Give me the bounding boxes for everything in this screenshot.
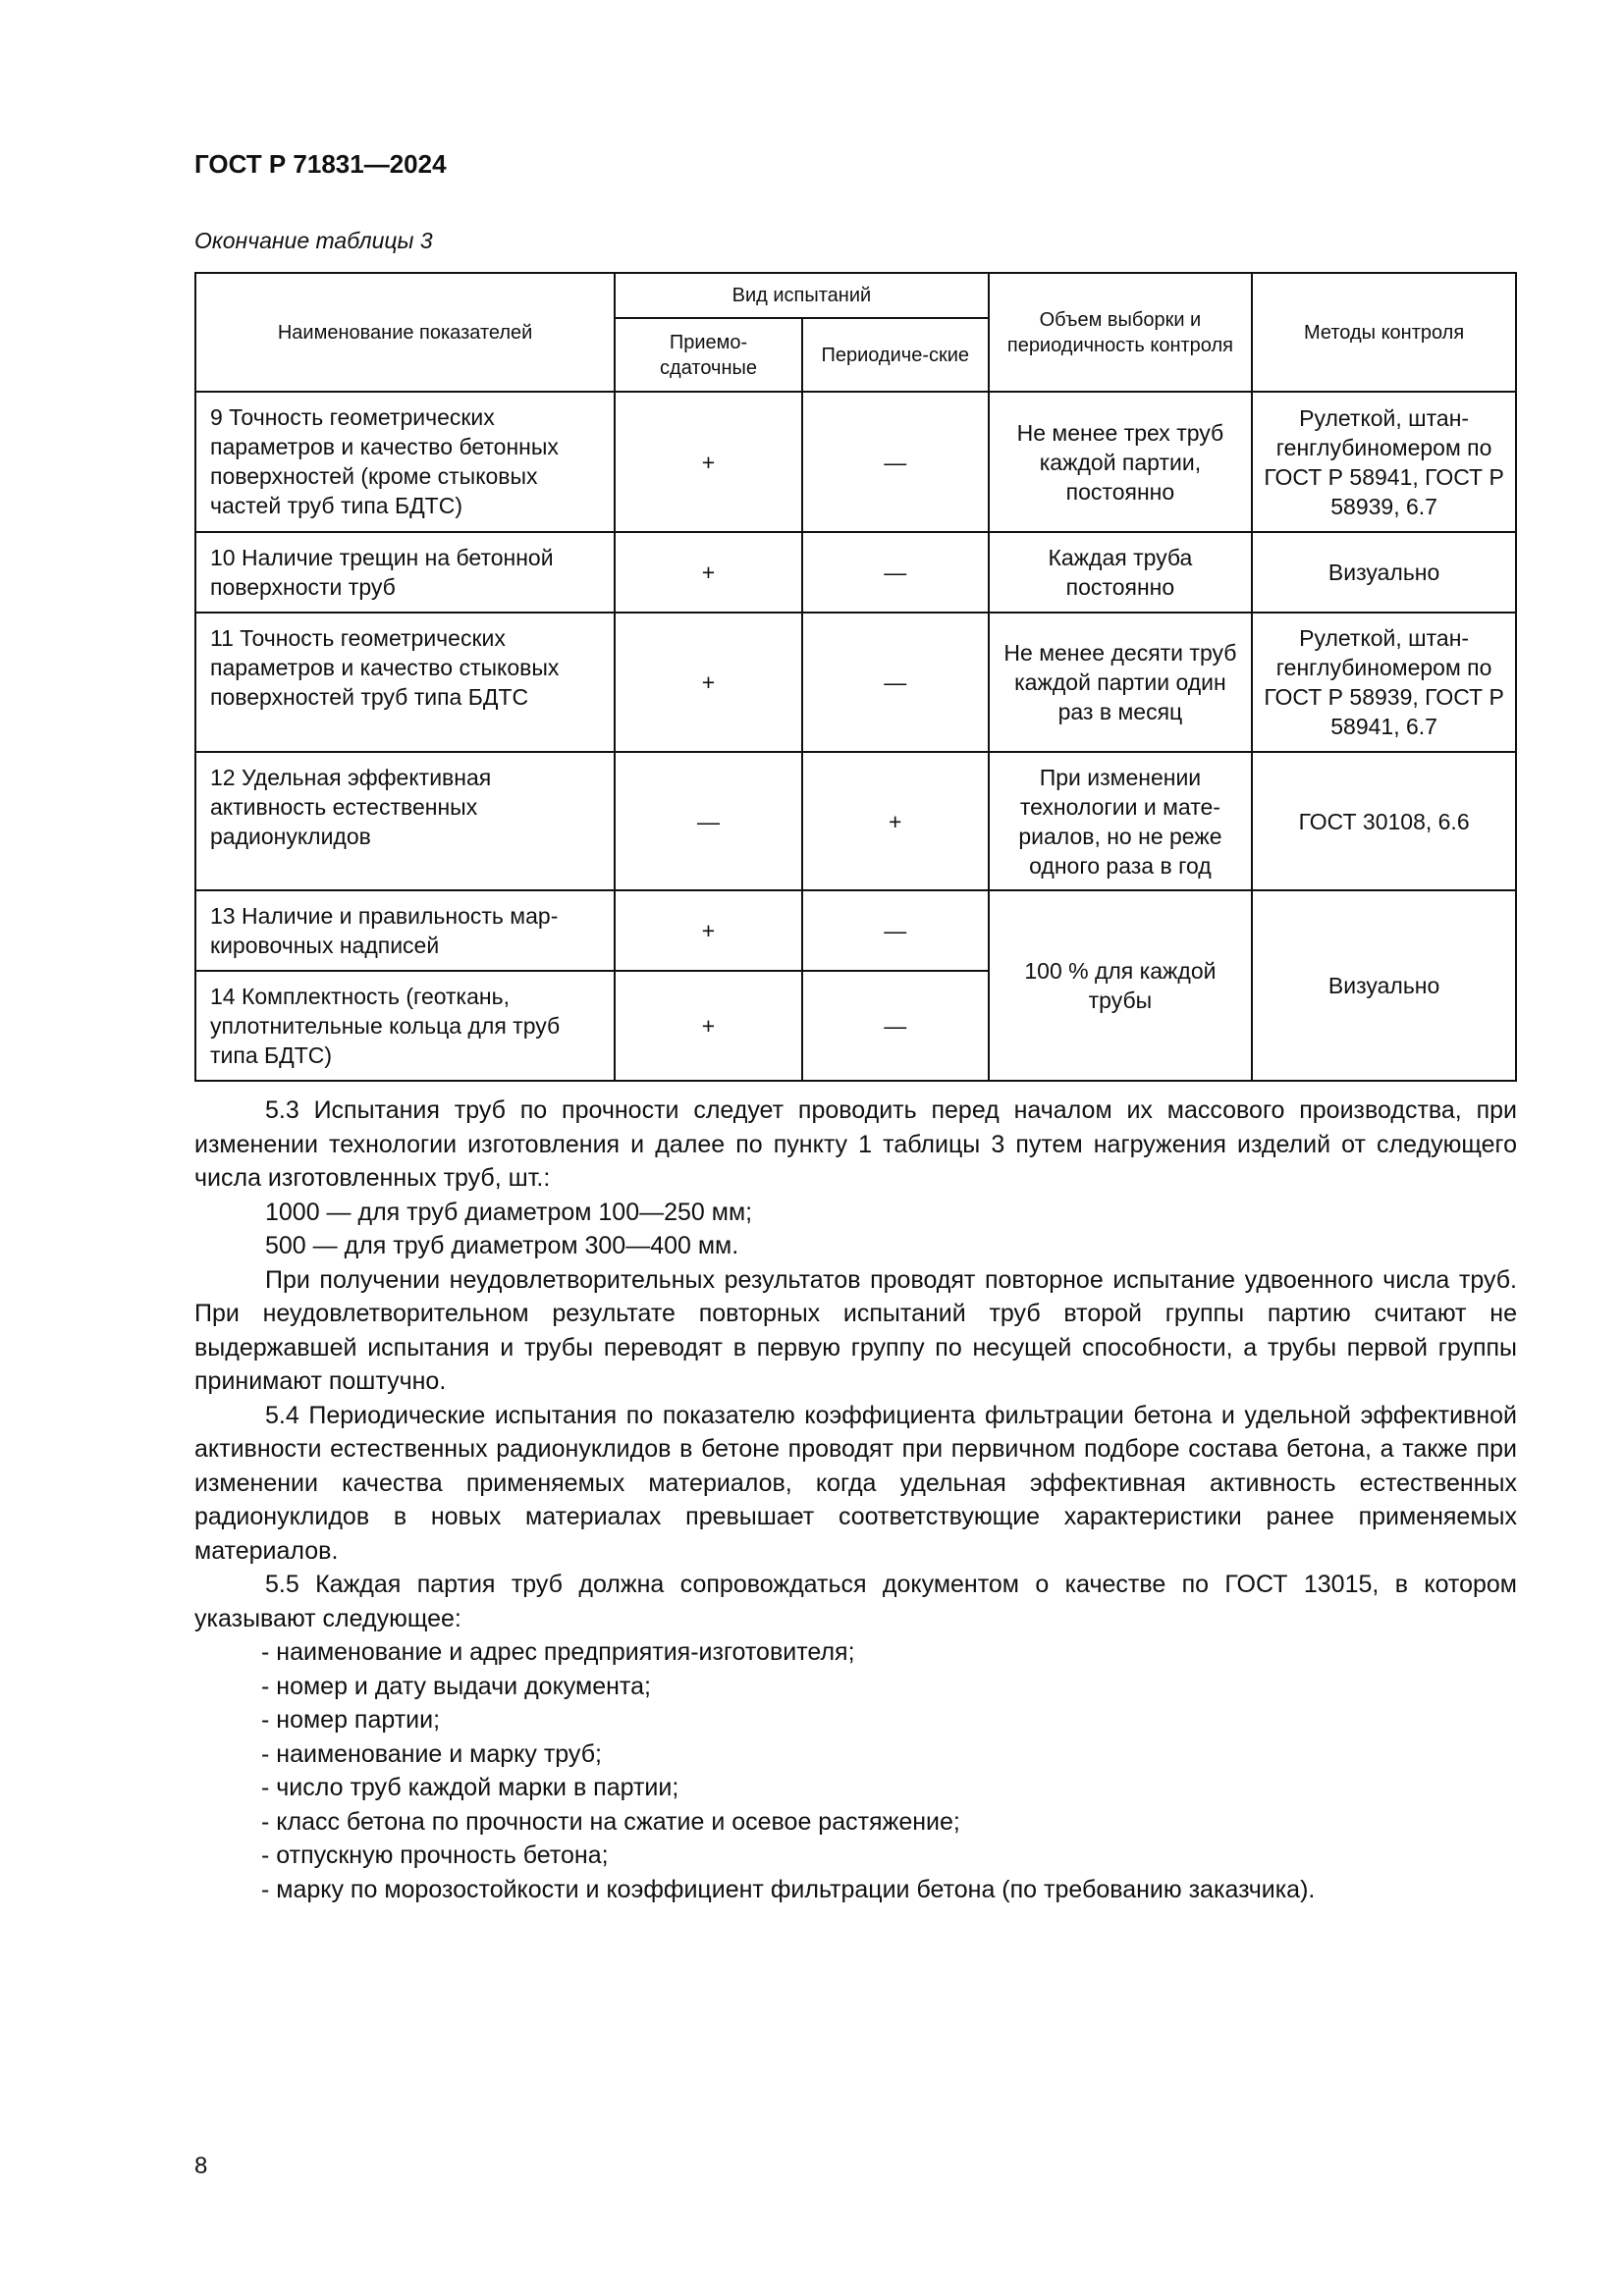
list-item: - класс бетона по прочности на сжатие и осевое растяжение; (261, 1807, 960, 1836)
header-acceptance: Приемо-сдаточные (615, 318, 802, 392)
header-methods: Методы контроля (1252, 273, 1516, 392)
table-3 (194, 272, 1517, 1082)
cell-name: 9 Точность геометрических параметров и качество бетонных поверхностей (кроме стыковых частей труб типа БДТС) (195, 392, 615, 532)
cell-sample: Не менее трех труб каждой партии, постоянно (989, 392, 1253, 532)
cell-periodic: — (802, 392, 989, 532)
table-row (195, 532, 1516, 613)
cell-name: 14 Комплектность (геоткань, уплотнительные кольца для труб типа БДТС) (195, 971, 615, 1081)
list-item: - номер партии; (261, 1706, 441, 1734)
list-item: - отпускную прочность бетона; (261, 1842, 609, 1869)
cell-periodic: + (802, 752, 989, 890)
page-number: 8 (194, 2153, 208, 2179)
cell-name: 12 Удельная эффективная активность естественных радионуклидов (195, 752, 615, 890)
cell-sample: При изменении технологии и мате-риалов, но не реже одного раза в год (989, 752, 1253, 890)
paragraph: 1000 — для труб диаметром 100—250 мм; (265, 1198, 753, 1226)
cell-method: ГОСТ 30108, 6.6 (1252, 752, 1516, 890)
cell-periodic: — (802, 890, 989, 971)
cell-acceptance: + (615, 613, 802, 752)
paragraph: 5.5 Каждая партия труб должна сопровождаться документом о качестве по ГОСТ 13015, в котором указывают следующее: (194, 1571, 1517, 1632)
cell-periodic: — (802, 971, 989, 1081)
paragraph: 500 — для труб диаметром 300—400 мм. (265, 1232, 739, 1259)
paragraph: При получении неудовлетворительных результатов проводят повторное испытание удвоенного числа труб. При неудовлетворительном результате повторных испытаний труб второй группы партию считают не выдержавшей испытания и трубы переводят в первую группу по несущей способности, а трубы первой группы принимают поштучно. (194, 1265, 1517, 1395)
header-name: Наименование показателей (195, 273, 615, 392)
paragraph: 5.4 Периодические испытания по показателю коэффициента фильтрации бетона и удельной эффективной активности естественных радионуклидов в бетоне проводят при первичном подборе состава бетона, а также при изменении качества применяемых материалов, когда удельная эффективная активность естественных радионуклидов в новых материалах превышает соответствующие характеристики ранее применяемых материалов. (194, 1401, 1517, 1565)
cell-name: 11 Точность геометрических параметров и качество стыковых поверхностей труб типа БДТС (195, 613, 615, 752)
document-header: ГОСТ Р 71831—2024 (194, 149, 447, 179)
header-sample: Объем выборки и периодичность контроля (989, 273, 1253, 392)
cell-name: 10 Наличие трещин на бетонной поверхности труб (195, 532, 615, 613)
table-row (195, 890, 1516, 971)
paragraph: 5.3 Испытания труб по прочности следует проводить перед началом их массового производства, при изменении технологии изготовления и далее по пункту 1 таблицы 3 путем нагружения изделий от следующего числа изготовленных труб, шт.: (194, 1096, 1517, 1192)
list-item: - наименование и адрес предприятия-изготовителя; (261, 1638, 855, 1666)
body-text (194, 1094, 1517, 1906)
cell-sample: Не менее десяти труб каждой партии один раз в месяц (989, 613, 1253, 752)
table-row (195, 392, 1516, 532)
list-item: - наименование и марку труб; (261, 1739, 602, 1768)
table-row (195, 752, 1516, 890)
cell-method: Рулеткой, штан-генглубиномером по ГОСТ Р 58941, ГОСТ Р 58939, 6.7 (1252, 392, 1516, 532)
header-test-type: Вид испытаний (615, 273, 988, 318)
list-item: - номер и дату выдачи документа; (261, 1672, 651, 1700)
list-item: - число труб каждой марки в партии; (261, 1774, 679, 1801)
cell-acceptance: — (615, 752, 802, 890)
cell-acceptance: + (615, 392, 802, 532)
cell-method: Визуально (1252, 890, 1516, 1081)
cell-name: 13 Наличие и правильность мар-кировочных надписей (195, 890, 615, 971)
cell-periodic: — (802, 532, 989, 613)
cell-sample: 100 % для каждой трубы (989, 890, 1253, 1081)
cell-sample: Каждая труба постоянно (989, 532, 1253, 613)
cell-periodic: — (802, 613, 989, 752)
table-row (195, 613, 1516, 752)
cell-acceptance: + (615, 971, 802, 1081)
cell-method: Визуально (1252, 532, 1516, 613)
header-periodic: Периодиче-ские (802, 318, 989, 392)
table-caption: Окончание таблицы 3 (194, 228, 433, 253)
cell-acceptance: + (615, 532, 802, 613)
list-item: - марку по морозостойкости и коэффициент фильтрации бетона (по требованию заказчика). (261, 1875, 1316, 1903)
cell-acceptance: + (615, 890, 802, 971)
cell-method: Рулеткой, штан-генглубиномером по ГОСТ Р 58939, ГОСТ Р 58941, 6.7 (1252, 613, 1516, 752)
